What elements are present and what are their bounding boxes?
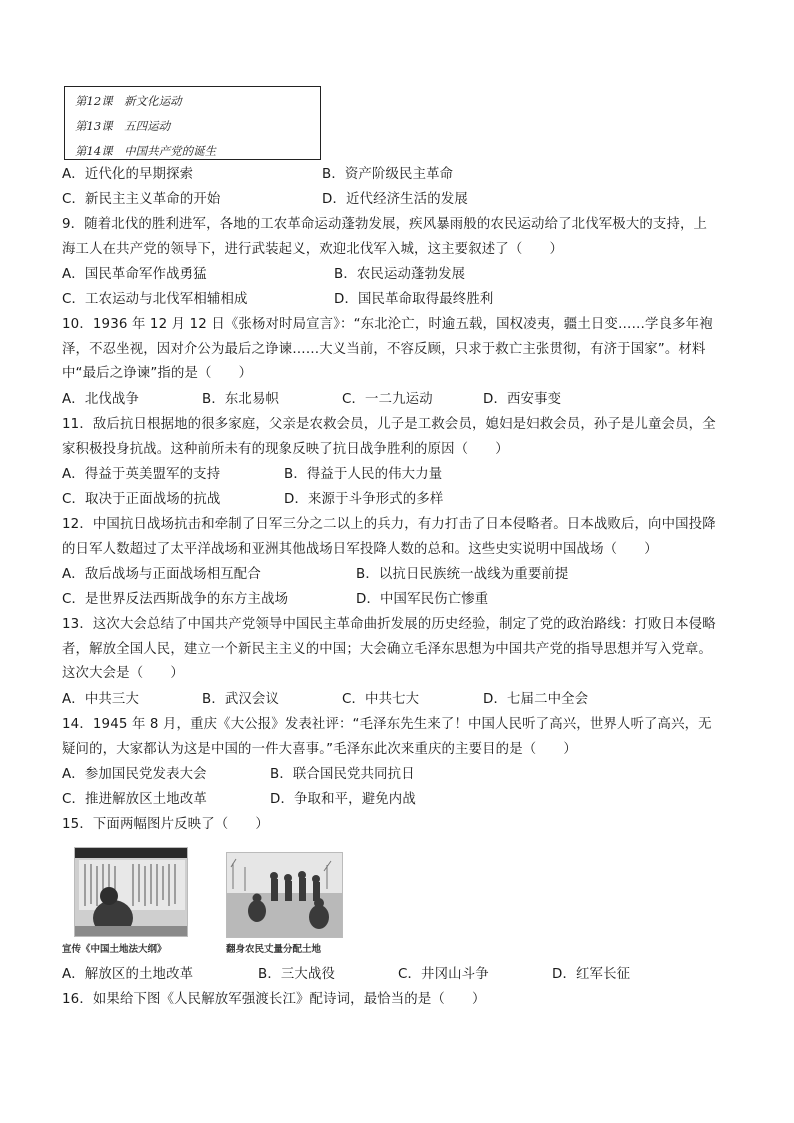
q14-option-a[interactable]: A．参加国民党发表大会 (62, 767, 207, 782)
land-law-propaganda-caption: 宣传《中国土地法大纲》 (62, 944, 167, 955)
q13-option-d[interactable]: D．七届二中全会 (483, 692, 589, 707)
q13-stem-line: 13．这次大会总结了中国共产党领导中国民主革命曲折发展的历史经验，制定了党的政治路线：打败日本侵略 (62, 617, 716, 632)
q9-option-d[interactable]: D．国民革命取得最终胜利 (334, 292, 494, 307)
q9-stem-line: 9．随着北伐的胜利进军，各地的工农革命运动蓬勃发展，疾风暴雨般的农民运动给了北伐军极大的支持，上 (62, 217, 708, 232)
q15-option-c[interactable]: C．井冈山斗争 (398, 967, 489, 982)
q9-option-b[interactable]: B．农民运动蓬勃发展 (334, 267, 466, 282)
q10-option-b[interactable]: B．东北易帜 (202, 392, 280, 407)
q12-stem-line: 的日军人数超过了太平洋战场和亚洲其他战场日军投降人数的总和。这些史实说明中国战场（ ） (62, 542, 658, 557)
q16-stem-line: 16．如果给下图《人民解放军强渡长江》配诗词，最恰当的是（ ） (62, 992, 486, 1007)
q13-stem-line: 者，解放全国人民，建立一个新民主主义的中国；大会确立毛泽东思想为中国共产党的指导思想并写入党章。 (62, 642, 712, 657)
q11-option-c[interactable]: C．取决于正面战场的抗战 (62, 492, 221, 507)
q13-option-a[interactable]: A．中共三大 (62, 692, 140, 707)
q8-option-d[interactable]: D．近代经济生活的发展 (322, 192, 468, 207)
land-distribution-photo (226, 852, 343, 938)
land-distribution-image (227, 853, 343, 938)
q9-option-a[interactable]: A．国民革命军作战勇猛 (62, 267, 207, 282)
q10-stem-line: 10．1936 年 12 月 12 日《张杨对时局宣言》：“东北沦亡，时逾五载，国权凌夷，疆土日变……学良多年袍 (62, 317, 713, 332)
q13-stem-line: 这次大会是（ ） (62, 666, 184, 681)
land-distribution-caption: 翻身农民丈量分配土地 (226, 944, 322, 955)
q15-stem-line: 15．下面两幅图片反映了（ ） (62, 817, 269, 832)
land-law-propaganda-image (75, 848, 188, 937)
q15-option-a[interactable]: A．解放区的土地改革 (62, 967, 194, 982)
q10-stem-line: 中“最后之诤谏”指的是（ ） (62, 366, 253, 381)
lesson-list-box (64, 86, 321, 160)
q12-option-c[interactable]: C．是世界反法西斯战争的东方主战场 (62, 592, 289, 607)
q10-option-d[interactable]: D．西安事变 (483, 392, 562, 407)
q11-option-d[interactable]: D．来源于斗争形式的多样 (284, 492, 444, 507)
q12-option-d[interactable]: D．中国军民伤亡惨重 (356, 592, 489, 607)
q14-stem-line: 疑问的，大家都认为这是中国的一件大喜事。”毛泽东此次来重庆的主要目的是（ ） (62, 742, 577, 757)
land-law-propaganda-photo (74, 847, 188, 937)
lesson-item: 第12课 新文化运动 (75, 94, 182, 108)
q10-stem-line: 泽，不忍坐视，因对介公为最后之诤谏……大义当前，不容反顾，只求于救亡主张贯彻，有济于国家”。材料 (62, 342, 706, 357)
q13-option-b[interactable]: B．武汉会议 (202, 692, 280, 707)
q11-stem-line: 11．敌后抗日根据地的很多家庭，父亲是农救会员，儿子是工救会员，媳妇是妇救会员，孙子是儿童会员，全 (62, 417, 716, 432)
lesson-item: 第14课 中国共产党的诞生 (75, 144, 217, 158)
q10-option-c[interactable]: C．一二九运动 (342, 392, 433, 407)
q9-option-c[interactable]: C．工农运动与北伐军相辅相成 (62, 292, 248, 307)
q8-option-a[interactable]: A．近代化的早期探索 (62, 167, 194, 182)
q8-option-b[interactable]: B．资产阶级民主革命 (322, 167, 454, 182)
q14-option-d[interactable]: D．争取和平，避免内战 (270, 792, 416, 807)
q12-stem-line: 12．中国抗日战场抗击和牵制了日军三分之二以上的兵力，有力打击了日本侵略者。日本战败后，向中国投降 (62, 517, 716, 532)
q9-stem-line: 海工人在共产党的领导下，进行武装起义，欢迎北伐军入城，这主要叙述了（ ） (62, 242, 564, 257)
q13-option-c[interactable]: C．中共七大 (342, 692, 420, 707)
q8-option-c[interactable]: C．新民主主义革命的开始 (62, 192, 221, 207)
q14-option-c[interactable]: C．推进解放区土地改革 (62, 792, 207, 807)
q12-option-a[interactable]: A．敌后战场与正面战场相互配合 (62, 567, 261, 582)
q14-option-b[interactable]: B．联合国民党共同抗日 (270, 767, 415, 782)
q11-option-a[interactable]: A．得益于英美盟军的支持 (62, 467, 221, 482)
q15-option-d[interactable]: D．红军长征 (552, 967, 631, 982)
lesson-item: 第13课 五四运动 (75, 119, 171, 133)
q12-option-b[interactable]: B．以抗日民族统一战线为重要前提 (356, 567, 569, 582)
q10-option-a[interactable]: A．北伐战争 (62, 392, 140, 407)
q14-stem-line: 14．1945 年 8 月，重庆《大公报》发表社评：“毛泽东先生来了！中国人民听了高兴，世界人听了高兴，无 (62, 717, 712, 732)
q11-stem-line: 家积极投身抗战。这种前所未有的现象反映了抗日战争胜利的原因（ ） (62, 442, 509, 457)
q15-option-b[interactable]: B．三大战役 (258, 967, 336, 982)
q11-option-b[interactable]: B．得益于人民的伟大力量 (284, 467, 443, 482)
